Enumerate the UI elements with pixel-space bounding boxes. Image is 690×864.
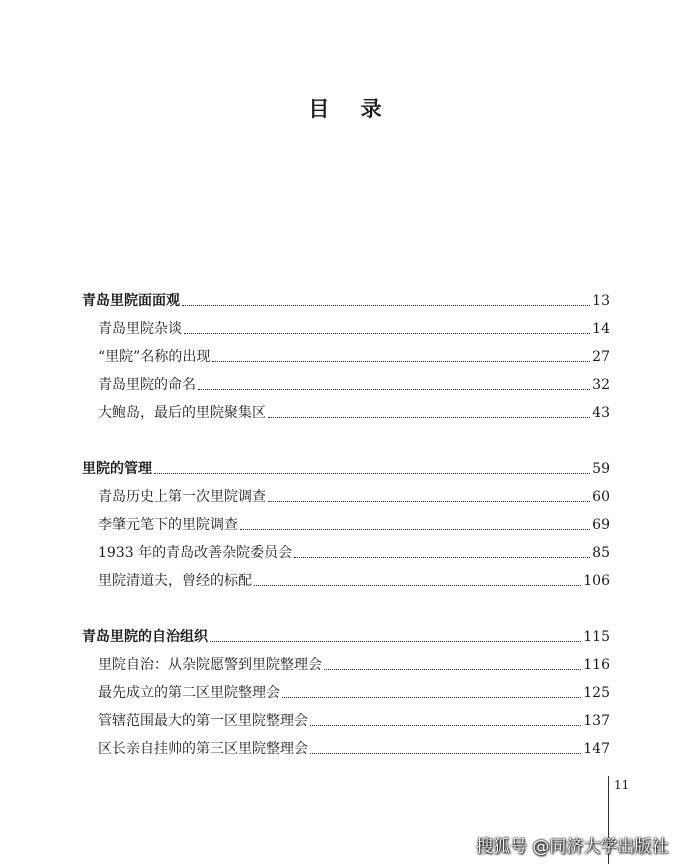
toc-entry-page: 147: [583, 741, 610, 757]
toc-chapter: [82, 455, 610, 483]
toc-chapter-page: 115: [583, 629, 610, 645]
toc-entry: [82, 735, 610, 763]
dot-leader: [268, 416, 590, 418]
toc-entry-label: 大鲍岛，最后的里院聚集区: [98, 405, 266, 421]
toc-entry: [82, 511, 610, 539]
toc-entry: [82, 483, 610, 511]
dot-leader: [198, 388, 590, 390]
toc-entry: [82, 399, 610, 427]
toc-entry-label: 最先成立的第二区里院整理会: [98, 685, 280, 701]
toc-entry: [82, 679, 610, 707]
toc-entry-page: 125: [583, 685, 610, 701]
dot-leader: [310, 724, 581, 726]
page-number: 11: [614, 778, 630, 792]
toc-entry-label: 青岛里院杂谈: [98, 321, 182, 337]
toc-entry: [82, 539, 610, 567]
watermark: 搜狐号 @同济大学出版社: [476, 837, 669, 857]
toc-entry-label: 青岛里院的命名: [98, 377, 196, 393]
toc-entry-page: 106: [583, 573, 610, 589]
toc-entry: [82, 567, 610, 595]
toc-section: [82, 623, 610, 763]
toc-entry-page: 43: [592, 405, 610, 421]
toc-entry-label: 青岛历史上第一次里院调查: [98, 489, 266, 505]
toc-entry-page: 60: [592, 489, 610, 505]
toc-entry-page: 85: [592, 545, 610, 561]
toc-entry-label: “里院”名称的出现: [98, 349, 211, 365]
dot-leader: [154, 472, 590, 474]
dot-leader: [240, 528, 590, 530]
toc-chapter-label: 青岛里院的自治组织: [82, 629, 208, 645]
toc-chapter-page: 59: [592, 461, 610, 477]
dot-leader: [182, 304, 590, 306]
toc-entry-page: 27: [592, 349, 610, 365]
toc-entry-label: 里院清道夫，曾经的标配: [98, 573, 252, 589]
toc-chapter-page: 13: [592, 293, 610, 309]
toc-section: [82, 287, 610, 427]
toc-entry-page: 14: [592, 321, 610, 337]
toc-chapter-label: 青岛里院面面观: [82, 293, 180, 309]
toc-entry-page: 116: [583, 657, 610, 673]
dot-leader: [210, 640, 581, 642]
dot-leader: [212, 360, 590, 362]
dot-leader: [324, 668, 581, 670]
toc-entry-page: 32: [592, 377, 610, 393]
dot-leader: [282, 696, 581, 698]
dot-leader: [254, 584, 581, 586]
toc-entry-label: 1933 年的青岛改善杂院委员会: [98, 545, 293, 561]
dot-leader: [310, 752, 581, 754]
page-title: 目 录: [308, 96, 394, 121]
toc-entry-label: 里院自治：从杂院愿警到里院整理会: [98, 657, 322, 673]
toc-entry: [82, 371, 610, 399]
toc-entry-page: 137: [583, 713, 610, 729]
toc-entry-label: 区长亲自挂帅的第三区里院整理会: [98, 741, 308, 757]
toc-section: [82, 455, 610, 595]
toc-chapter: [82, 287, 610, 315]
toc-chapter: [82, 623, 610, 651]
toc-entry: [82, 343, 610, 371]
dot-leader: [184, 332, 590, 334]
toc-entry-label: 李肇元笔下的里院调查: [98, 517, 238, 533]
table-of-contents: [82, 287, 610, 791]
toc-entry: [82, 651, 610, 679]
toc-entry: [82, 315, 610, 343]
toc-entry-label: 管辖范围最大的第一区里院整理会: [98, 713, 308, 729]
dot-leader: [294, 556, 590, 558]
toc-entry: [82, 707, 610, 735]
toc-entry-page: 69: [592, 517, 610, 533]
dot-leader: [268, 500, 590, 502]
toc-chapter-label: 里院的管理: [82, 461, 152, 477]
